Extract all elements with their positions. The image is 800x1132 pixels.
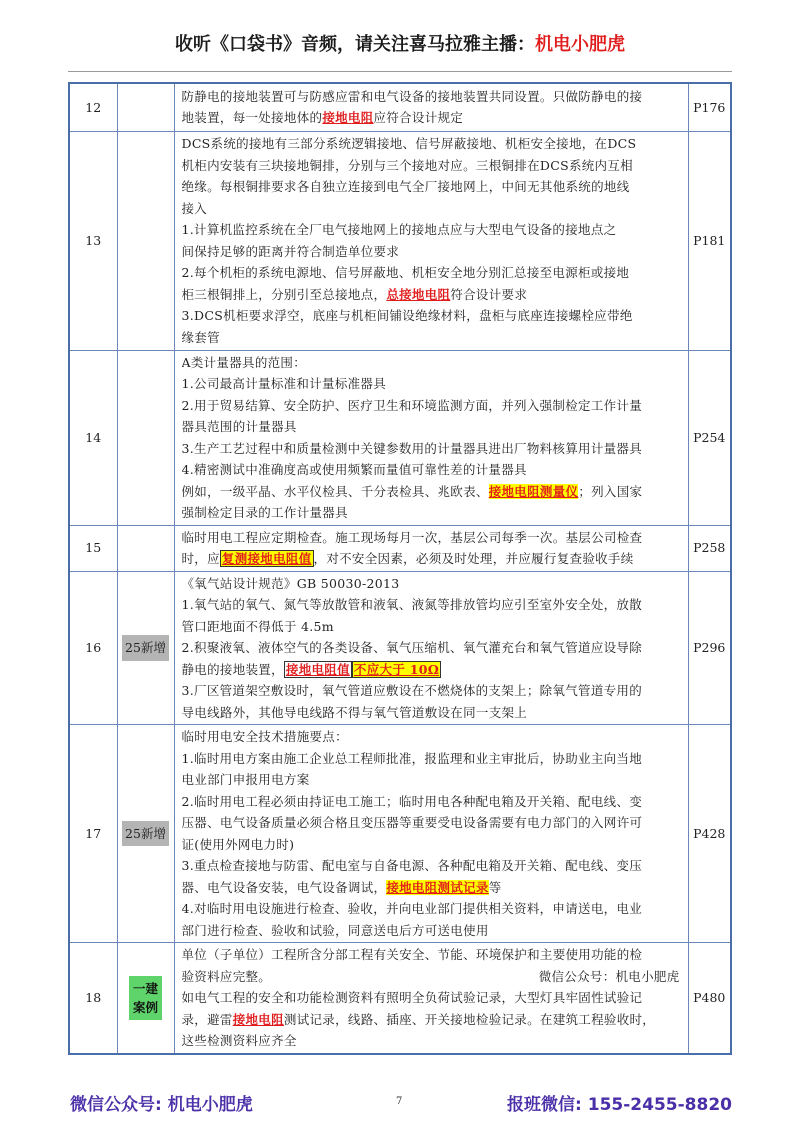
new-badge: 25新增 (122, 821, 169, 847)
highlight-term: 接地电阻 (232, 1011, 284, 1027)
row-number: 16 (69, 571, 117, 725)
row-content: 临时用电安全技术措施要点： 1.临时用电方案由施工企业总工程师批准，报监理和业主审批后，协助业主向当地 电业部门申报用电方案 2.临时用电工程必须由持证电工施工；临时用电各种配电箱及开关箱、配电线、变 压器、电气设备质量必须合格且变压器等重要受电设备需要有电力部门的入网许可 证(使用外网电力时) 3.重点检查接地与防雷、配电室与自备电源、各种配电箱及开关箱、配电线、变压 器、电气设备安装，电气设备调试，接地电阻测试记录等 4.对临时用电设施进行检查、验收，并向电业部门提供相关资料，申请送电，电业 部门进行检查、验收和试验，同意送电后方可送电使用 (174, 725, 688, 943)
new-badge: 25新增 (122, 635, 169, 661)
row-content: DCS系统的接地有三部分系统逻辑接地、信号屏蔽接地、机柜安全接地，在DCS 机柜内安装有三块接地铜排，分别与三个接地对应。三根铜排在DCS系统内互相 绝缘。每根铜排要求各自独立连接到电气全厂接地网上，中间无其他系统的地线 接入 1.计算机监控系统在全厂电气接地网上的接地点应与大型电气设备的接地点之 间保持足够的距离并符合制造单位要求 2.每个机柜的系统电源地、信号屏蔽地、机柜安全地分别汇总接至电源柜或接地 柜三根铜排上，分别引至总接地点，总接地电阻符合设计要求 3.DCS机柜要求浮空，底座与机柜间铺设绝缘材料，盘柜与底座连接螺栓应带绝 缘套管 (174, 131, 688, 350)
header-text: 收听《口袋书》音频，请关注喜马拉雅主播： (175, 34, 535, 55)
row-number: 17 (69, 725, 117, 943)
page-ref: P181 (688, 131, 731, 350)
header-divider (68, 71, 732, 72)
case-badge: 一建 案例 (129, 976, 162, 1020)
table-row (69, 350, 731, 525)
page-ref: P428 (688, 725, 731, 943)
row-content: 《氧气站设计规范》GB 50030-2013 1.氧气站的氧气、氮气等放散管和液氧、液氮等排放管均应引至室外安全处，放散 管口距地面不得低于 4.5m 2.积聚液氧、液体空气的各类设备、氧气压缩机、氧气灌充台和氧气管道应设导除 静电的接地装置， 接地电阻值 不应大于 10Ω 3.厂区管道架空敷设时，氧气管道应敷设在不燃烧体的支架上；除氧气管道专用的 导电线路外，其他导电线路不得与氧气管道敷设在同一支架上 (174, 571, 688, 725)
highlight-term: 接地电阻测量仪 (488, 483, 579, 499)
row-tag (117, 350, 174, 525)
highlight-limit: 不应大于 10Ω (353, 661, 440, 677)
page-ref: P480 (688, 943, 731, 1054)
row-number: 12 (69, 83, 117, 131)
row-tag (117, 725, 174, 943)
highlight-term: 接地电阻 (322, 110, 374, 126)
row-content: 单位（子单位）工程所含分部工程有关安全、节能、环境保护和主要使用功能的检 验资料应完整。 微信公众号：机电小肥虎 如电气工程的安全和功能检测资料有照明全负荷试验记录，大型灯具牢固性试验记 录，避雷接地电阻测试记录，线路、插座、开关接地检验记录。在建筑工程验收时， 这些检测资料应齐全 (174, 943, 688, 1054)
page-ref: P254 (688, 350, 731, 525)
row-number: 15 (69, 525, 117, 571)
page-ref: P258 (688, 525, 731, 571)
row-tag (117, 83, 174, 131)
row-tag (117, 943, 174, 1054)
table-row (69, 83, 731, 131)
header-author: 机电小肥虎 (535, 34, 625, 55)
footer-contact: 报班微信: 155-2455-8820 (507, 1095, 732, 1115)
table-row (69, 525, 731, 571)
page-ref: P296 (688, 571, 731, 725)
highlight-term: 接地电阻值 (285, 661, 350, 677)
row-number: 13 (69, 131, 117, 350)
table-row (69, 571, 731, 725)
watermark-text: 微信公众号：机电小肥虎 (538, 968, 680, 984)
highlight-term: 总接地电阻 (386, 286, 451, 302)
table-row (69, 725, 731, 943)
highlight-term: 接地电阻测试记录 (386, 879, 489, 895)
page-ref: P176 (688, 83, 731, 131)
row-content: 防静电的接地装置可与防感应雷和电气设备的接地装置共同设置。只做防静电的接 地装置，每一处接地体的接地电阻应符合设计规定 (174, 83, 688, 131)
row-content: A类计量器具的范围： 1.公司最高计量标准和计量标准器具 2.用于贸易结算、安全防护、医疗卫生和环境监测方面，并列入强制检定工作计量 器具范围的计量器具 3.生产工艺过程中和质量检测中关键参数用的计量器具进出厂物料核算用计量器具 4.精密测试中准确度高或使用频繁而量值可靠性差的计量器具 例如，一级平晶、水平仪检具、千分表检具、兆欧表、接地电阻测量仪；列入国家 强制检定目录的工作计量器具 (174, 350, 688, 525)
row-content: 临时用电工程应定期检查。施工现场每月一次，基层公司每季一次。基层公司检查 时，应 复测接地电阻值 ，对不安全因素，必须及时处理，并应履行复查验收手续 (174, 525, 688, 571)
highlight-term: 复测接地电阻值 (221, 551, 312, 566)
page-header (0, 30, 800, 56)
table-row (69, 131, 731, 350)
row-tag (117, 525, 174, 571)
row-number: 18 (69, 943, 117, 1054)
content-table (68, 82, 732, 1055)
row-tag (117, 571, 174, 725)
footer-wechat-account: 微信公众号: 机电小肥虎 (70, 1095, 253, 1115)
page-number: 7 (396, 1096, 403, 1107)
row-number: 14 (69, 350, 117, 525)
row-tag (117, 131, 174, 350)
table-row (69, 943, 731, 1054)
